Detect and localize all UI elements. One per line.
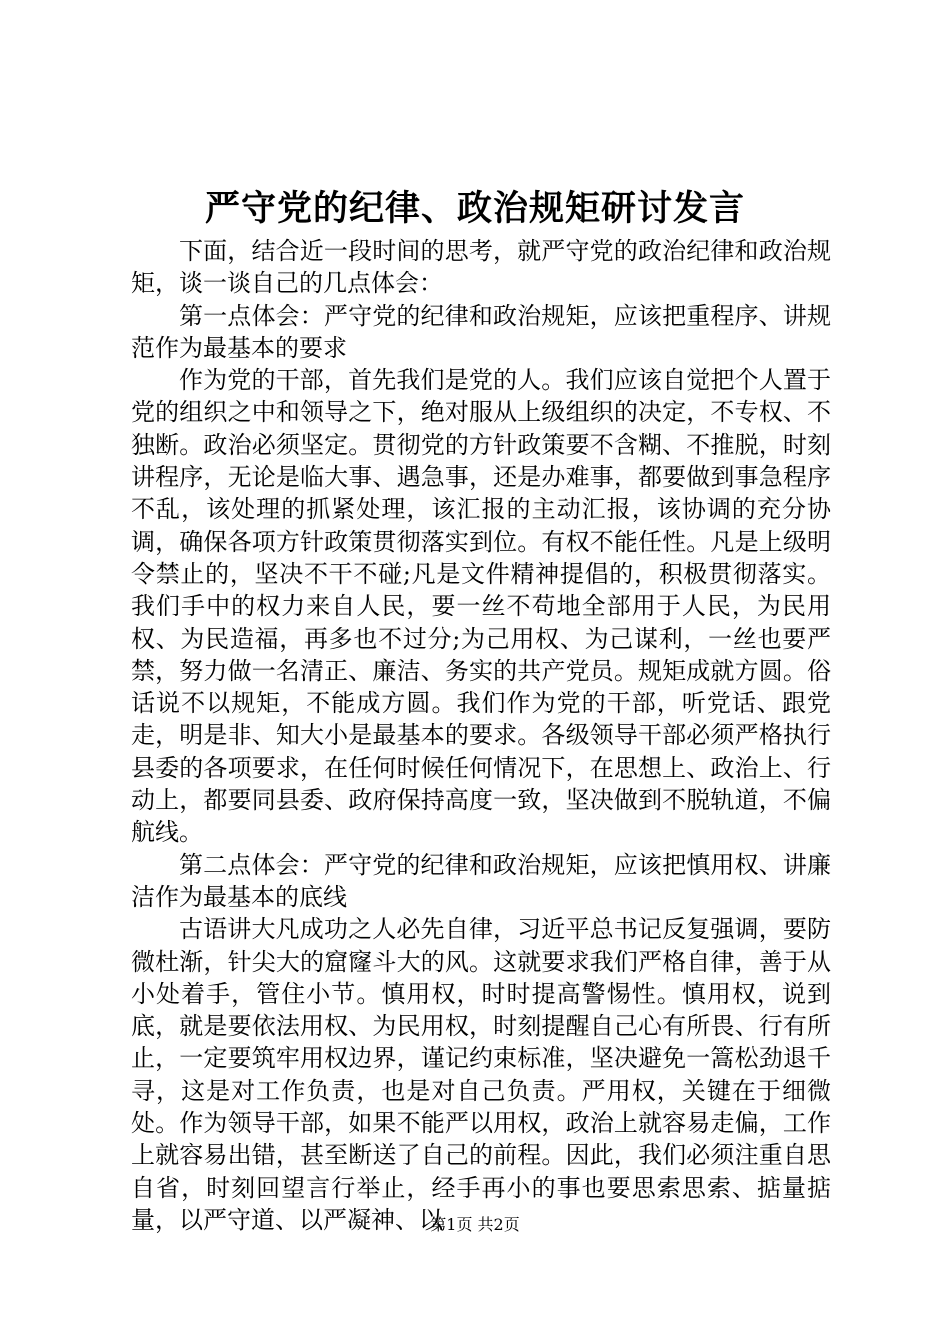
page-number-footer: 第1页 共2页 [430,1215,520,1234]
paragraph-heading-1: 第一点体会：严守党的纪律和政治规矩，应该把重程序、讲规范作为最基本的要求 [131,301,831,362]
paragraph-body-2: 古语讲大凡成功之人必先自律，习近平总书记反复强调，要防微杜渐，针尖大的窟窿斗大的风。这就要求我们严格自律，善于从小处着手，管住小节。慎用权，时时提高警惕性。慎用权，说到底，就是要依法用权、为民用权，时刻提醒自己心有所畏、行有所止，一定要筑牢用权边界，谨记约束标准，坚决避免一篙松劲退千寻，这是对工作负责，也是对自己负责。严用权，关键在于细微处。作为领导干部，如果不能严以用权，政治上就容易走偏，工作上就容易出错，甚至断送了自己的前程。因此，我们必须注重自思自省，时刻回望言行举止，经手再小的事也要思索思索、掂量掂量，以严守道、以严凝神、以 [131,915,831,1234]
document-title: 严守党的纪律、政治规矩研讨发言 [204,188,745,229]
paragraph-body-1: 作为党的干部，首先我们是党的人。我们应该自觉把个人置于党的组织之中和领导之下，绝对服从上级组织的决定，不专权、不独断。政治必须坚定。贯彻党的方针政策要不含糊、不推脱，时刻讲程序，无论是临大事、遇急事，还是办难事，都要做到事急程序不乱，该处理的抓紧处理，该汇报的主动汇报，该协调的充分协调，确保各项方针政策贯彻落实到位。有权不能任性。凡是上级明令禁止的，坚决不干不碰;凡是文件精神提倡的，积极贯彻落实。我们手中的权力来自人民，要一丝不苟地全部用于人民，为民用权、为民造福，再多也不过分;为己用权、为己谋利，一丝也要严禁，努力做一名清正、廉洁、务实的共产党员。规矩成就方圆。俗话说不以规矩，不能成方圆。我们作为党的干部，听党话、跟党走，明是非、知大小是最基本的要求。各级领导干部必须严格执行县委的各项要求，在任何时候任何情况下，在思想上、政治上、行动上，都要同县委、政府保持高度一致，坚决做到不脱轨道，不偏航线。 [131,366,831,847]
document-body [131,235,831,1236]
paragraph-intro: 下面，结合近一段时间的思考，就严守党的政治纪律和政治规矩，谈一谈自己的几点体会： [131,237,831,298]
paragraph-heading-2: 第二点体会：严守党的纪律和政治规矩，应该把慎用权、讲廉洁作为最基本的底线 [131,850,831,911]
